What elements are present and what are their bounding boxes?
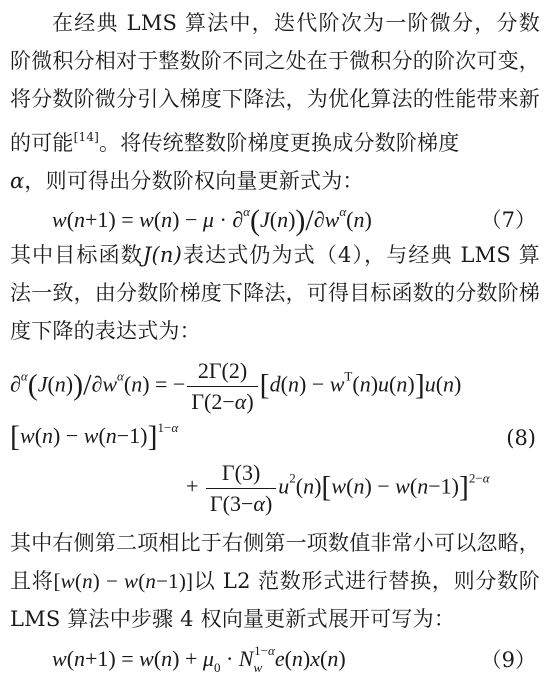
paragraph-3-text-b: 以 L2 范数形式进行替换，则分数阶 LMS 算法中步骤 4 权向量更新式展开可写为： xyxy=(10,569,540,631)
paragraph-1-tail: 。将传统整数阶梯度更换成分数阶梯度 xyxy=(99,131,460,155)
j-of-n-symbol: J(n) xyxy=(142,243,183,267)
equation-9: $w(n+1) = w(n) + \mu_0 \cdot N_w^{1-\alpha}e(n)x(n)$ xyxy=(52,643,346,675)
citation: [14] xyxy=(73,130,100,144)
equation-7-number: （7） xyxy=(480,208,536,232)
equation-8-line-1: $\partial^\alpha(J(n))/\partial w^\alpha(n)$ = − $\frac{2\Gamma(2)}{\Gamma(2-\alpha)}$ $[d(n) - w^T(n)u(n)]u(n)$ xyxy=(10,358,462,414)
paragraph-1-text: 在经典 LMS 算法中，迭代阶次为一阶微分，分数阶微积分相对于整数阶不同之处在于微积分的阶次可变，将分数阶微分引入梯度下降法，为优化算法的性能带来新的可能 xyxy=(10,11,540,155)
paragraph-2 xyxy=(10,236,540,350)
paragraph-3 xyxy=(10,524,540,638)
equation-9-number: （9） xyxy=(480,648,536,672)
equation-8-number: (8) xyxy=(506,426,536,450)
equation-7: $w(n+1) = w(n) - \mu \cdot \partial^\alpha(J(n))/\partial w^\alpha(n)$ xyxy=(52,204,372,237)
paragraph-1-end: ，则可得出分数阶权向量更新式为： xyxy=(24,169,364,193)
paragraph-3-text-a: 其中右侧第二项相比于右侧第一项数值非常小可以忽略，且将 xyxy=(10,531,540,593)
bracket-term: [w(n) − w(n−1)] xyxy=(53,569,194,593)
equation-8-line-2: $[w(n) - w(n-1)]^{1-\alpha}$ xyxy=(10,420,179,453)
paragraph-1 xyxy=(10,4,540,200)
paragraph-2-text-b: 表达式仍为式（4），与经典 LMS 算法一致，由分数阶梯度下降法，可得目标函数的分数阶梯度下降的表达式为： xyxy=(10,243,540,343)
paragraph-2-text-a: 其中目标函数 xyxy=(10,243,143,267)
equation-8-line-3: + $\frac{\Gamma(3)}{\Gamma(3-\alpha)}$ $u^2(n)[w(n) - w(n-1)]^{2-\alpha}$ xyxy=(186,460,490,516)
alpha-symbol: α xyxy=(10,169,25,193)
